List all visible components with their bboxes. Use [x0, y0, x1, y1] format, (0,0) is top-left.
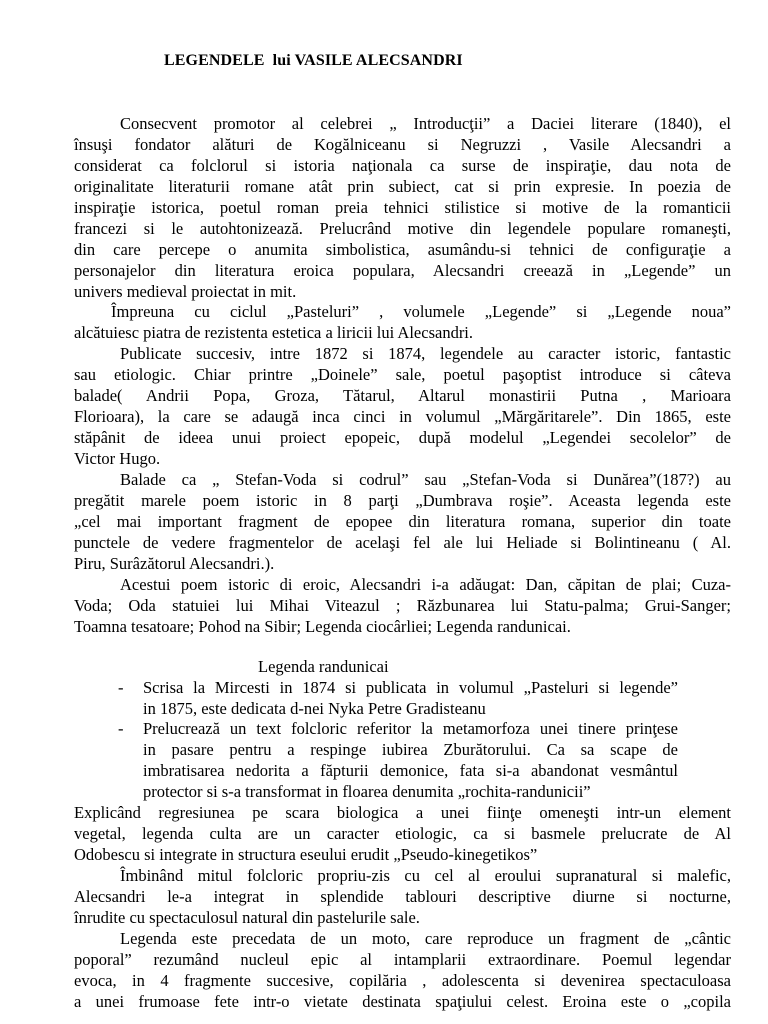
- text-line: Publicate succesiv, intre 1872 si 1874, legendele au caracter istoric, fantastic: [120, 344, 731, 363]
- text-line: Balade ca „ Stefan-Voda si codrul” sau „Stefan-Voda si Dunărea”(187?) au: [120, 470, 731, 489]
- text-line: din care percepe o anumita simbolistica, asumându-si tehnici de configuraţie a: [74, 240, 731, 259]
- bullet-dash-icon: -: [118, 678, 124, 697]
- text-line: pregătit marele poem istoric in 8 parţi „Dumbrava roşie”. Aceasta legenda este: [74, 491, 731, 510]
- text-line: poporal” rezumând nucleul epic al intamplarii extraordinare. Poemul legendar: [74, 950, 731, 969]
- text-line: univers medieval proiectat in mit.: [74, 282, 297, 301]
- text-line: vegetal, legenda culta are un caracter etiologic, ca si basmele prelucrate de Al: [74, 824, 731, 843]
- text-line: personajelor din literatura eroica populara, Alecsandri creează in „Legende” un: [74, 261, 731, 280]
- text-line: balade( Andrii Popa, Groza, Tătarul, Altarul monastirii Putna , Marioara: [74, 386, 731, 405]
- text-line: „cel mai important fragment de epopee din literatura romana, superior din toate: [74, 512, 731, 531]
- text-line: Împreuna cu ciclul „Pasteluri” , volumele „Legende” si „Legende noua”: [111, 302, 731, 321]
- text-line: inspiraţie istorica, poetul roman preia tehnici stilistice si motive de la romanticii: [74, 198, 731, 217]
- text-line: Odobescu si integrate in structura eseului erudit „Pseudo-kinegetikos”: [74, 845, 538, 864]
- text-line: Piru, Surâzătorul Alecsandri.).: [74, 554, 275, 573]
- text-line: Consecvent promotor al celebrei „ Introducţii” a Daciei literare (1840), el: [120, 114, 731, 133]
- text-line: Toamna tesatoare; Pohod na Sibir; Legenda ciocârliei; Legenda randunicai.: [74, 617, 571, 636]
- text-line: punctele de vedere fragmentelor de acelaşi fel ale lui Heliade si Bolintineanu ( Al.: [74, 533, 731, 552]
- text-line: Scrisa la Mircesti in 1874 si publicata in volumul „Pasteluri si legende”: [143, 678, 678, 697]
- document-title: LEGENDELE lui VASILE ALECSANDRI: [164, 52, 463, 69]
- text-line: Îmbinând mitul folcloric propriu-zis cu cel al eroului supranatural si malefic,: [120, 866, 731, 885]
- section-subheading: Legenda randunicai: [258, 657, 389, 676]
- text-line: Victor Hugo.: [74, 449, 161, 468]
- text-line: Florioara), la care se adaugă inca cinci in volumul „Mărgăritarele”. Din 1865, este: [74, 407, 731, 426]
- text-line: in 1875, este dedicata d-nei Nyka Petre Gradisteanu: [143, 699, 486, 718]
- text-line: francezi si le autohtonizează. Prelucrând motive din legendele populare romaneşti,: [74, 219, 731, 238]
- text-line: Acestui poem istoric di eroic, Alecsandri i-a adăugat: Dan, căpitan de plai; Cuza-: [120, 575, 731, 594]
- text-line: stăpânit de ideea unui proiect epopeic, după modelul „Legendei secolelor” de: [74, 428, 731, 447]
- text-line: alcătuiesc piatra de rezistenta estetica a liricii lui Alecsandri.: [74, 323, 474, 342]
- text-line: Explicând regresiunea pe scara biologica a unei fiinţe omeneşti intr-un element: [74, 803, 731, 822]
- text-line: a unei frumoase fete intr-o vietate destinata spaţiului celest. Eroina este o „copila: [74, 992, 731, 1011]
- text-line: Alecsandri le-a integrat in splendide tablouri descriptive diurne si nocturne,: [74, 887, 731, 906]
- text-line: Prelucrează un text folcloric referitor la metamorfoza unei tinere prinţese: [143, 719, 678, 738]
- text-line: protector si s-a transformat in floarea denumita „rochita-randunicii”: [143, 782, 591, 801]
- text-line: in pasare pentru a respinge iubirea Zburătorului. Ca sa scape de: [143, 740, 678, 759]
- text-line: Voda; Oda statuiei lui Mihai Viteazul ; Răzbunarea lui Statu-palma; Grui-Sanger;: [74, 596, 731, 615]
- text-line: imbratisarea nedorita a făpturii demonice, fata si-a abandonat vesmântul: [143, 761, 678, 780]
- text-line: sau etiologic. Chiar printre „Doinele” sale, poetul paşoptist introduce si câteva: [74, 365, 731, 384]
- text-line: înrudite cu spectaculosul natural din pastelurile sale.: [74, 908, 420, 927]
- text-line: însuşi fondator alături de Kogălniceanu si Negruzzi , Vasile Alecsandri a: [74, 135, 731, 154]
- text-line: Legenda este precedata de un moto, care reproduce un fragment de „cântic: [120, 929, 731, 948]
- bullet-dash-icon: -: [118, 719, 124, 738]
- text-line: considerat ca folclorul si istoria naţionala ca surse de inspiraţie, dau nota de: [74, 156, 731, 175]
- text-line: evoca, in 4 fragmente succesive, copilăria , adolescenta si devenirea spectaculoasa: [74, 971, 731, 990]
- text-line: originalitate literaturii romane atât prin subiect, cat si prin expresie. In poezia de: [74, 177, 731, 196]
